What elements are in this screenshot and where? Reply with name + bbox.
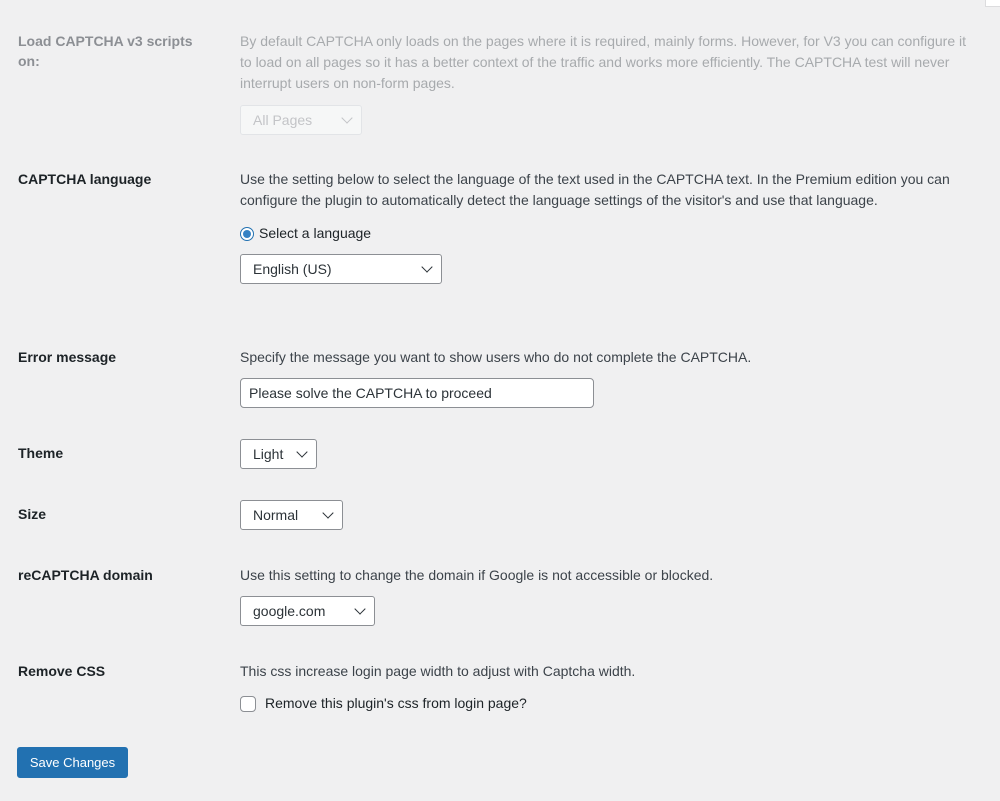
row-size (18, 500, 978, 530)
error-message-input[interactable] (240, 378, 594, 408)
size-select[interactable] (240, 500, 343, 530)
load-scripts-select[interactable] (240, 105, 362, 135)
chevron-down-icon (421, 261, 432, 272)
language-select[interactable] (240, 254, 442, 284)
row-remove-css (18, 661, 978, 714)
radio-selected-icon[interactable] (240, 227, 254, 241)
domain-select[interactable] (240, 596, 375, 626)
language-select-value: English (US) (253, 260, 332, 277)
row-error-message (18, 347, 978, 408)
error-message-label: Error message (18, 349, 117, 365)
domain-label: reCAPTCHA domain (18, 567, 153, 583)
theme-select-value: Light (253, 445, 284, 462)
language-field (240, 169, 978, 284)
size-select-value: Normal (253, 506, 299, 523)
remove-css-option[interactable] (240, 693, 978, 714)
language-radio-option[interactable] (240, 223, 978, 244)
corner-widget (985, 0, 1000, 7)
remove-css-field (240, 661, 978, 714)
remove-css-label: Remove CSS (18, 663, 106, 679)
chevron-down-icon (354, 603, 365, 614)
error-message-input-value: Please solve the CAPTCHA to proceed (249, 384, 492, 401)
chevron-down-icon (322, 507, 333, 518)
load-scripts-label: Load CAPTCHA v3 scripts on: (18, 33, 193, 69)
chevron-down-icon (341, 112, 352, 123)
size-field (240, 500, 978, 530)
remove-css-description: This css increase login page width to adjust with Captcha width. (240, 663, 636, 679)
row-load-scripts (18, 31, 978, 135)
theme-field (240, 439, 978, 469)
theme-select[interactable] (240, 439, 317, 469)
theme-label: Theme (18, 445, 64, 461)
load-scripts-description: By default CAPTCHA only loads on the pages where it is required, mainly forms. However, for V3 you can configure it to load on all pages so it has a better context of the traffic and works more efficiently. The CAPTCHA test will never interrupt users on non-form pages. (240, 33, 967, 91)
chevron-down-icon (296, 446, 307, 457)
language-label: CAPTCHA language (18, 171, 152, 187)
domain-field (240, 565, 978, 626)
load-scripts-field (240, 31, 978, 135)
remove-css-checkbox-label: Remove this plugin's css from login page? (265, 695, 527, 711)
language-radio-label: Select a language (259, 225, 372, 241)
error-message-field (240, 347, 978, 408)
save-changes-button[interactable]: Save Changes (17, 747, 128, 778)
size-label: Size (18, 506, 47, 522)
language-description: Use the setting below to select the language of the text used in the CAPTCHA text. In the Premium edition you can configure the plugin to automatically detect the language settings of the visitor's and use that language. (240, 171, 950, 208)
remove-css-checkbox[interactable] (240, 696, 256, 712)
domain-description: Use this setting to change the domain if Google is not accessible or blocked. (240, 567, 714, 583)
row-language (18, 169, 978, 284)
row-theme (18, 439, 978, 469)
row-domain (18, 565, 978, 626)
domain-select-value: google.com (253, 602, 326, 619)
load-scripts-select-value: All Pages (253, 111, 313, 128)
error-message-description: Specify the message you want to show users who do not complete the CAPTCHA. (240, 349, 752, 365)
